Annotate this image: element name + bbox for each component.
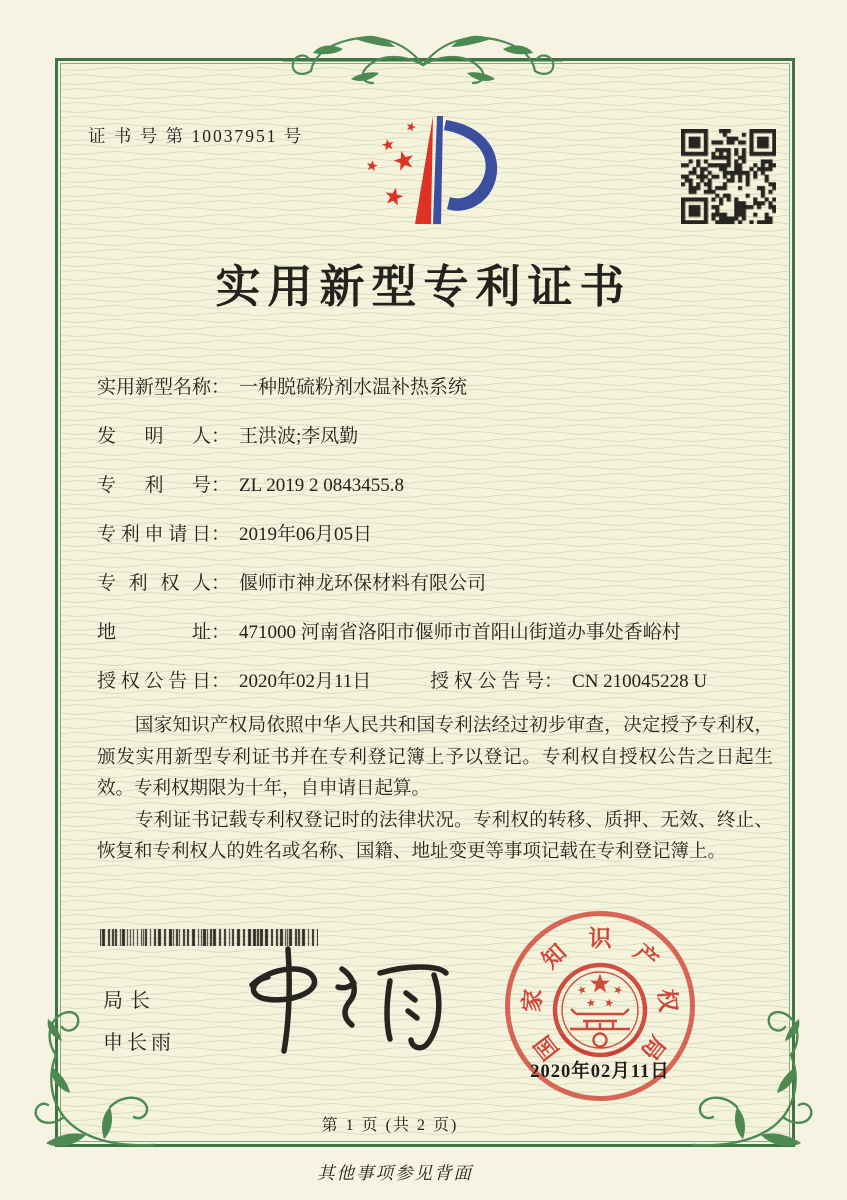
top-flourish-ornament-icon bbox=[283, 27, 563, 91]
field-label: 授权公告日 bbox=[97, 671, 211, 692]
seal-arc-char: 家 bbox=[519, 988, 547, 1013]
field-value: 王洪波;李凤勤 bbox=[239, 426, 359, 447]
qr-code-icon bbox=[681, 129, 776, 224]
field-label: 地址 bbox=[97, 622, 211, 643]
seal-arc-char: 权 bbox=[653, 988, 681, 1013]
field-row-address bbox=[97, 617, 777, 666]
field-row-inventor bbox=[97, 421, 777, 470]
signer-position: 局长 bbox=[103, 990, 157, 1012]
certificate-title: 实用新型专利证书 bbox=[215, 262, 632, 312]
colon: ： bbox=[211, 524, 231, 545]
field-row-filing-date bbox=[97, 519, 777, 568]
field-label: 专利申请日 bbox=[97, 524, 211, 545]
colon: ： bbox=[211, 377, 231, 398]
field-row-grant-date bbox=[97, 666, 777, 715]
field-value: 2019年06月05日 bbox=[239, 524, 373, 545]
field-row-patent-number bbox=[97, 470, 777, 519]
field-value: 一种脱硫粉剂水温补热系统 bbox=[239, 377, 468, 398]
field-label: 发明人 bbox=[97, 426, 211, 447]
colon: ： bbox=[211, 573, 231, 594]
field-value: 471000 河南省洛阳市偃师市首阳山街道办事处香峪村 bbox=[239, 622, 681, 643]
legal-paragraph-1: 国家知识产权局依照中华人民共和国专利法经过初步审查，决定授予专利权，颁发实用新型专利证书并在专利登记簿上予以登记。专利权自授权公告之日起生效。专利权期限为十年，自申请日起算。 bbox=[97, 716, 773, 799]
seal-arc-char: 产 bbox=[628, 939, 663, 974]
colon: ： bbox=[544, 671, 564, 692]
field-value: ZL 2019 2 0843455.8 bbox=[239, 475, 405, 496]
certificate-number: 证 书 号 第 10037951 号 bbox=[88, 126, 304, 146]
field-label: 专利权人 bbox=[97, 573, 211, 594]
field-row-patentee bbox=[97, 568, 777, 617]
field-grant-number bbox=[430, 666, 707, 693]
field-value: CN 210045228 U bbox=[572, 671, 708, 692]
legal-paragraph-2: 专利证书记载专利权登记时的法律状况。专利权的转移、质押、无效、终止、恢复和专利权人的姓名或名称、国籍、地址变更等事项记载在专利登记簿上。 bbox=[97, 810, 773, 862]
colon: ： bbox=[211, 622, 231, 643]
field-value: 偃师市神龙环保材料有限公司 bbox=[239, 573, 487, 594]
legal-text bbox=[97, 711, 773, 869]
seal-arc-char: 局 bbox=[636, 1030, 671, 1065]
seal-arc-char: 知 bbox=[537, 939, 572, 974]
colon: ： bbox=[211, 475, 231, 496]
certificate-fields bbox=[97, 372, 777, 715]
field-value: 2020年02月11日 bbox=[239, 671, 372, 692]
field-row-name bbox=[97, 372, 777, 421]
signer-name: 申长雨 bbox=[103, 1032, 175, 1054]
back-side-note: 其他事项参见背面 bbox=[317, 1163, 473, 1183]
colon: ： bbox=[211, 671, 231, 692]
field-label: 实用新型名称 bbox=[97, 377, 212, 398]
seal-arc-char: 国 bbox=[529, 1030, 564, 1065]
cnipa-patent-logo-icon bbox=[347, 110, 499, 230]
signature-image bbox=[222, 943, 457, 1063]
field-label: 专利号 bbox=[97, 475, 211, 496]
field-label: 授权公告号 bbox=[430, 671, 544, 692]
colon: ： bbox=[211, 426, 231, 447]
seal-arc-char: 识 bbox=[588, 926, 612, 951]
seal-date: 2020年02月11日 bbox=[530, 1062, 670, 1082]
page-number: 第 1 页 (共 2 页) bbox=[321, 1117, 459, 1134]
